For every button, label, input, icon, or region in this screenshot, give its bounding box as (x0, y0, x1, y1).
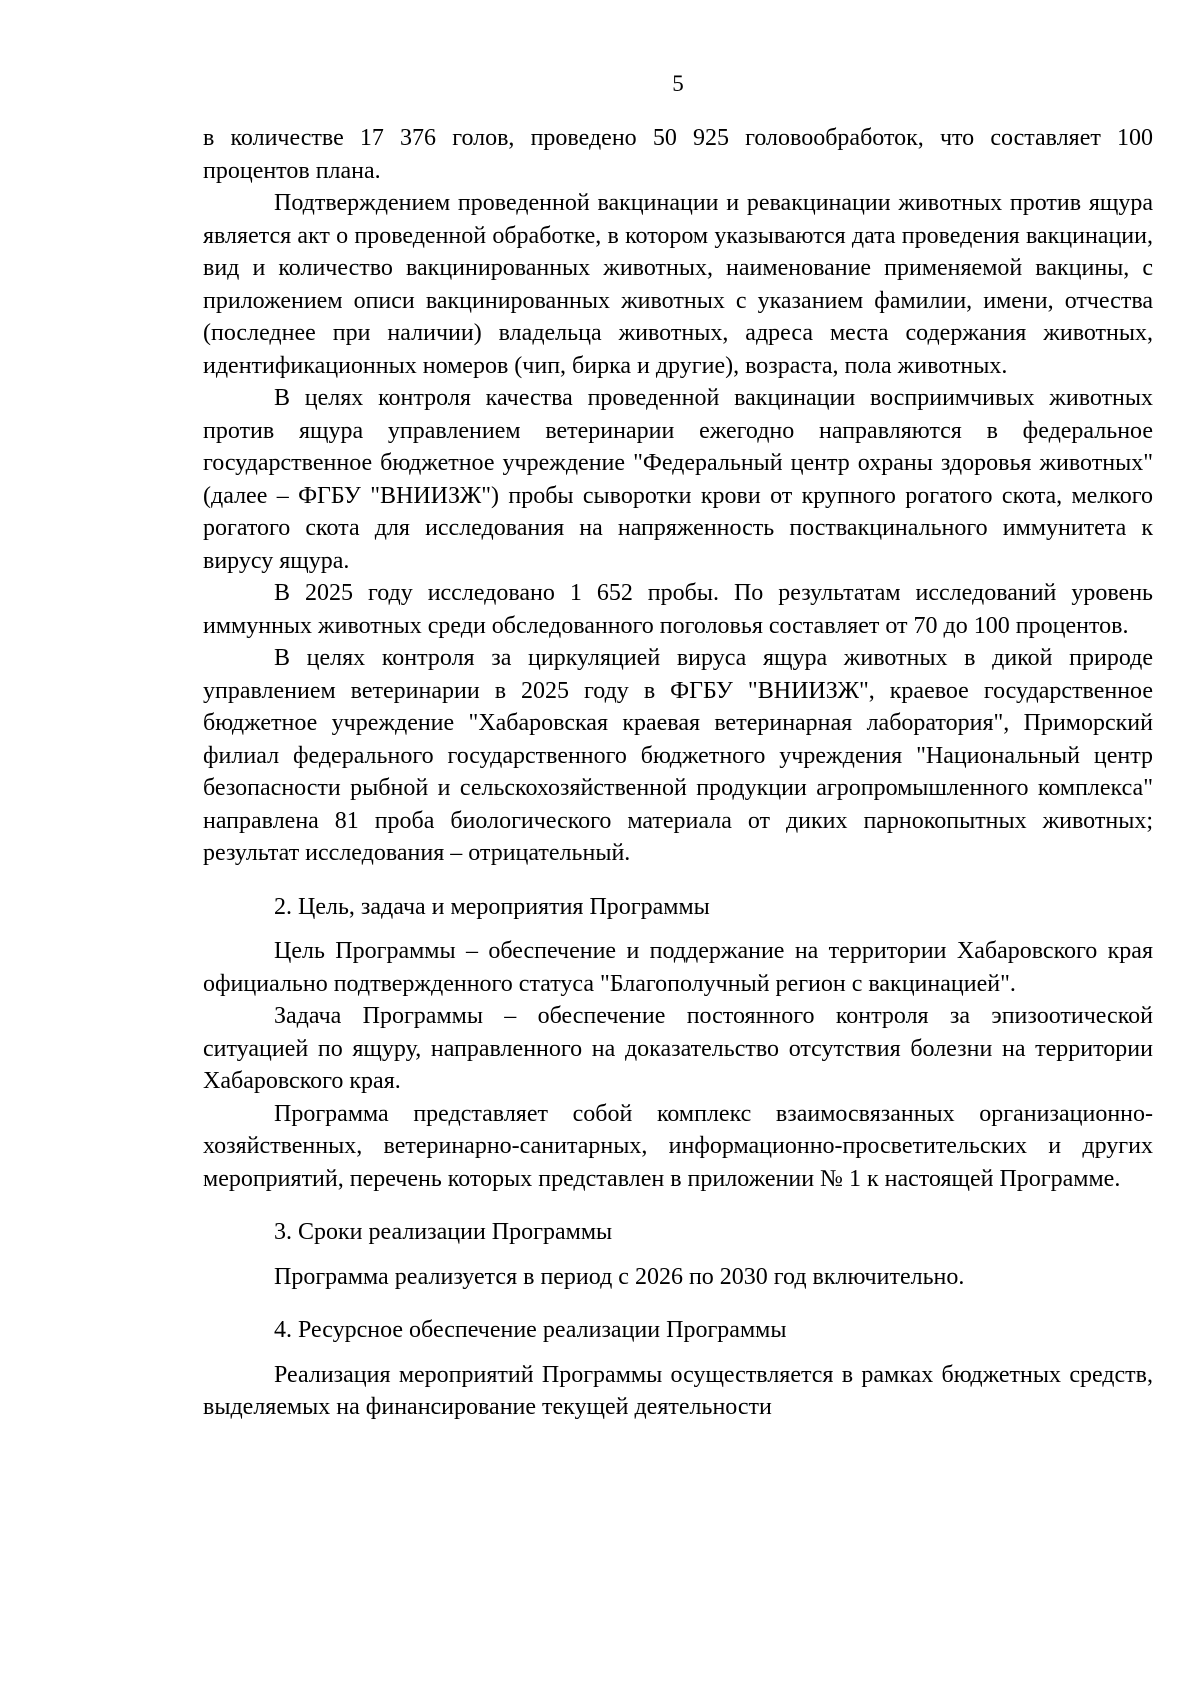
section-heading-2: 2. Цель, задача и мероприятия Программы (274, 893, 710, 920)
section-heading-4: 4. Ресурсное обеспечение реализации Программы (274, 1317, 787, 1343)
paragraph-resource-support: Реализация мероприятий Программы осуществляется в рамках бюджетных средств, выделяемых на финансирование текущей деятельности (203, 1361, 1153, 1420)
paragraph-program-task: Задача Программы – обеспечение постоянного контроля за эпизоотической ситуацией по ящуру, направленного на доказательство отсутствия болезни на территории Хабаровского края. (203, 1003, 1153, 1094)
section-heading-3: 3. Сроки реализации Программы (274, 1219, 613, 1245)
paragraph-program-goal: Цель Программы – обеспечение и поддержание на территории Хабаровского края официально подтвержденного статуса "Благополучный регион с вакцинацией". (203, 938, 1153, 997)
paragraph-program-complex: Программа представляет собой комплекс взаимосвязанных организационно-хозяйственных, ветеринарно-санитарных, информационно-просветительских и других мероприятий, перечень которых представлен в приложении № 1 к настоящей Программе. (203, 1100, 1153, 1192)
paragraph-program-period: Программа реализуется в период с 2026 по 2030 год включительно. (274, 1263, 965, 1290)
document-body (203, 122, 1153, 1424)
paragraph-vaccination-count: в количестве 17 376 голов, проведено 50 925 головообработок, что составляет 100 процентов плана. (203, 125, 1153, 184)
paragraph-wild-animals: В целях контроля за циркуляцией вируса ящура животных в дикой природе управлением ветеринарии в 2025 году в ФГБУ "ВНИИЗЖ", краевое государственное бюджетное учреждение "Хабаровская краевая ветеринарная лаборатория", Приморский филиал федерального государственного бюджетного учреждения "Национальный центр безопасности рыбной и сельскохозяйственной продукции агропромышленного комплекса" направлена 81 проба биологического материала от диких парнокопытных животных; результат исследования – отрицательный. (203, 645, 1153, 866)
paragraph-vaccination-act: Подтверждением проведенной вакцинации и ревакцинации животных против ящура является акт о проведенной обработке, в котором указываются дата проведения вакцинации, вид и количество вакцинированных животных, наименование применяемой вакцины, с приложением описи вакцинированных животных с указанием фамилии, имени, отчества (последнее при наличии) владельца животных, адреса места содержания животных, идентификационных номеров (чип, бирка и другие), возраста, пола животных. (203, 190, 1153, 379)
page-number: 5 (672, 71, 684, 96)
paragraph-quality-control: В целях контроля качества проведенной вакцинации восприимчивых животных против ящура управлением ветеринарии ежегодно направляются в федеральное государственное бюджетное учреждение "Федеральный центр охраны здоровья животных" (далее – ФГБУ "ВНИИЗЖ") пробы сыворотки крови от крупного рогатого скота, мелкого рогатого скота для исследования на напряженность поствакцинального иммунитета к вирусу ящура. (203, 385, 1153, 574)
paragraph-2025-samples: В 2025 году исследовано 1 652 пробы. По результатам исследований уровень иммунных животных среди обследованного поголовья составляет от 70 до 100 процентов. (203, 580, 1153, 639)
